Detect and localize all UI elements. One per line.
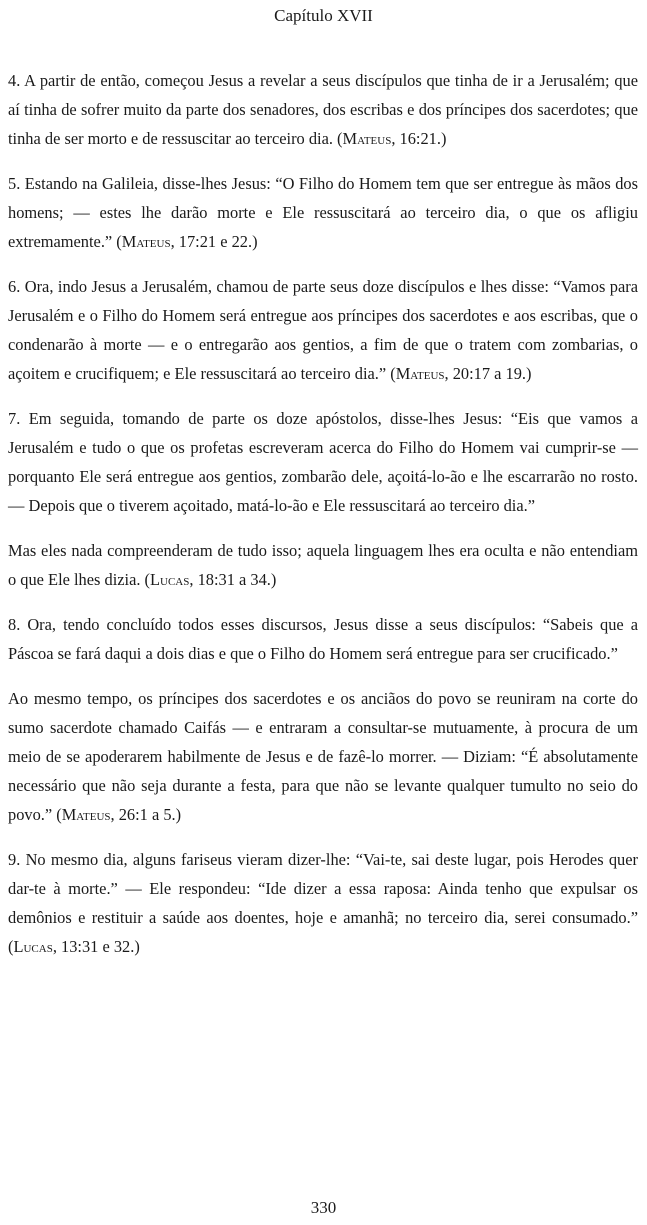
paragraph-verse-9: 9. No mesmo dia, alguns fariseus vieram dizer-lhe: “Vai-te, sai deste lugar, pois Herodes quer dar-te à morte.” — Ele respondeu: “Ide dizer a essa raposa: Ainda tenho que expulsar os demônios e restituir a saúde aos doentes, hoje e amanhã; no terceiro dia, serei consumado.” (Lucas, 13:31 e 32.) bbox=[8, 850, 638, 956]
reference-book: Mateus bbox=[342, 129, 392, 148]
paragraph-verse-8-continued: Ao mesmo tempo, os príncipes dos sacerdotes e os anciãos do povo se reuniram na corte do sumo sacerdote chamado Caifás — e entraram a consultar-se mutuamente, à procura de um meio de se apoderarem habilmente de Jesus e de fazê-lo morrer. — Diziam: “É absolutamente necessário que não seja durante a festa, para que não se levante qualquer tumulto no seio do povo.” (Mateus, 26:1 a 5.) bbox=[8, 689, 638, 824]
paragraph-verse-6: 6. Ora, indo Jesus a Jerusalém, chamou de parte seus doze discípulos e lhes disse: “Vamos para Jerusalém e o Filho do Homem será entregue aos príncipes dos sacerdotes e aos escribas, que o condenarão à morte — e o entregarão aos gentios, a fim de que o tratem com zombarias, o açoitem e crucifiquem; e Ele ressuscitará ao terceiro dia.” (Mateus, 20:17 a 19.) bbox=[8, 277, 638, 383]
reference-book: Mateus bbox=[121, 232, 171, 251]
paragraph-verse-5: 5. Estando na Galileia, disse-lhes Jesus: “O Filho do Homem tem que ser entregue às mãos dos homens; — estes lhe darão morte e Ele ressuscitará ao terceiro dia, o que os afligiu extremamente.” (Mateus, 17:21 e 22.) bbox=[8, 174, 638, 251]
paragraph-verse-7: 7. Em seguida, tomando de parte os doze apóstolos, disse-lhes Jesus: “Eis que vamos a Jerusalém e tudo o que os profetas escreveram acerca do Filho do Homem vai cumprir-se — porquanto Ele será entregue aos gentios, zombarão dele, açoitá-lo-ão e lhe escarrarão no rosto. — Depois que o tiverem açoitado, matá-lo-ão e Ele ressuscitará ao terceiro dia.” bbox=[8, 409, 638, 515]
body-text bbox=[8, 66, 638, 977]
paragraph-verse-8: 8. Ora, tendo concluído todos esses discursos, Jesus disse a seus discípulos: “Sabeis que a Páscoa se fará daqui a dois dias e que o Filho do Homem será entregue para ser crucificado.” bbox=[8, 615, 638, 663]
reference-book: Mateus bbox=[395, 364, 445, 383]
chapter-title: Capítulo XVII bbox=[274, 6, 373, 25]
page-number: 330 bbox=[310, 1198, 337, 1217]
reference-book: Mateus bbox=[61, 805, 111, 824]
paragraph-verse-4: 4. A partir de então, começou Jesus a revelar a seus discípulos que tinha de ir a Jerusalém; que aí tinha de sofrer muito da parte dos senadores, dos escribas e dos príncipes dos sacerdotes; que tinha de ser morto e de ressuscitar ao terceiro dia. (Mateus, 16:21.) bbox=[8, 71, 638, 148]
reference-book: Lucas bbox=[150, 570, 190, 589]
paragraph-verse-7-continued: Mas eles nada compreenderam de tudo isso; aquela linguagem lhes era oculta e não entendiam o que Ele lhes dizia. (Lucas, 18:31 a 34.) bbox=[8, 541, 638, 589]
reference-book: Lucas bbox=[13, 937, 53, 956]
